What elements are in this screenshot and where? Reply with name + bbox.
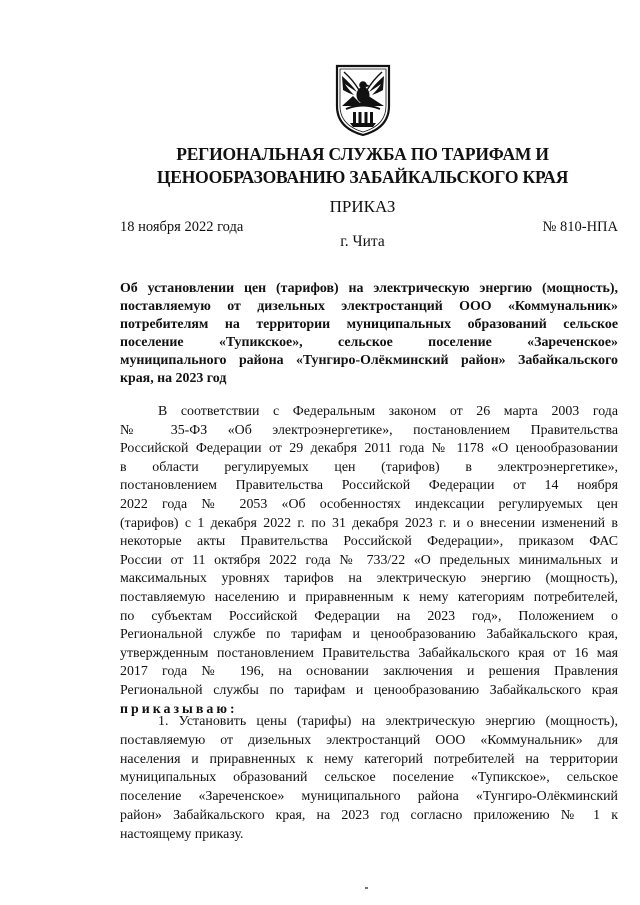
paragraph-line: Российской Федерации от 29 декабря 2011 года № 1178 «О ценообразовании xyxy=(120,441,618,457)
document-date: 18 ноября 2022 года xyxy=(120,219,244,235)
agency-name-line-2: ЦЕНООБРАЗОВАНИЮ ЗАБАЙКАЛЬСКОГО КРАЯ xyxy=(156,167,569,187)
paragraph-line: муниципальных образований сельское поселение «Тупикское», сельское xyxy=(120,770,618,786)
paragraph-line: 1. Установить цены (тарифы) на электрическую энергию (мощность), xyxy=(158,714,618,729)
subject-line: муниципального района «Тунгиро-Олёкминский район» Забайкальского xyxy=(120,353,618,368)
point-1-paragraph xyxy=(120,713,618,845)
document-subject xyxy=(120,280,618,388)
paragraph-line: район» Забайкальского края, на 2023 год согласно приложению № 1 к xyxy=(120,807,618,823)
subject-line: края, на 2023 год xyxy=(120,371,227,386)
subject-line: поселение «Тупикское», сельское поселение «Зареченское» xyxy=(120,335,618,350)
paragraph-line: некоторые акты Правительства Российской Федерации», приказом ФАС xyxy=(120,534,618,550)
paragraph-line: утвержденным постановлением Правительства Забайкальского края от 16 мая xyxy=(120,645,618,661)
subject-line: поставляемую от дизельных электростанций ООО «Коммунальник» xyxy=(120,299,618,314)
document-number: № 810-НПА xyxy=(542,219,618,235)
agency-name xyxy=(100,143,625,189)
preamble-paragraph xyxy=(120,403,618,719)
paragraph-line: максимальных уровнях тарифов на электрическую энергию (мощность), xyxy=(120,571,618,587)
subject-line: Об установлении цен (тарифов) на электрическую энергию (мощность), xyxy=(120,281,618,296)
zabaykalsky-coat-of-arms-icon xyxy=(333,62,393,138)
document-city: г. Чита xyxy=(340,233,385,250)
document-type: ПРИКАЗ xyxy=(329,197,396,216)
paragraph-line: 2022 года № 2053 «Об особенностях индексации регулируемых цен xyxy=(120,496,618,512)
paragraph-line: Региональной службе по тарифам и ценообразованию Забайкальского края, xyxy=(120,627,618,643)
subject-line: потребителям на территории муниципальных образований сельское xyxy=(120,317,618,332)
paragraph-line: (тарифов) с 1 декабря 2022 г. по 31 декабря 2023 г. и о внесении изменений в xyxy=(120,515,618,531)
paragraph-line: по субъектам Российской Федерации на 2023 год», Положением о xyxy=(120,608,618,624)
paragraph-line: настоящему приказу. xyxy=(120,826,244,842)
paragraph-line: 2017 года № 196, на основании заключения и решения Правления xyxy=(120,664,618,680)
paragraph-line: населения и приравненных к нему категорий потребителей на территории xyxy=(120,751,618,767)
scan-dot xyxy=(365,887,368,889)
agency-name-line-1: РЕГИОНАЛЬНАЯ СЛУЖБА ПО ТАРИФАМ И xyxy=(176,144,549,164)
paragraph-line: России от 11 октября 2022 года № 733/22 «О предельных минимальных и xyxy=(120,552,618,568)
paragraph-line: поставляемую населению и приравненным к нему категориям потребителей, xyxy=(120,589,618,605)
paragraph-line: поселение «Зареченское» муниципального района «Тунгиро-Олёкминский xyxy=(120,789,618,805)
paragraph-line: Региональной службы по тарифам и ценообразованию Забайкальского края xyxy=(120,682,618,698)
paragraph-line: постановлением Правительства Российской Федерации от 14 ноября xyxy=(120,478,618,494)
paragraph-line: в области регулируемых цен (тарифов) в электроэнергетике», xyxy=(120,459,618,475)
paragraph-line: поставляемую от дизельных электростанций ООО «Коммунальник» для xyxy=(120,732,618,748)
order-word: приказываю: xyxy=(120,701,238,717)
paragraph-line: В соответствии с Федеральным законом от 26 марта 2003 года xyxy=(158,404,618,419)
paragraph-line: № 35-ФЗ «Об электроэнергетике», постановлением Правительства xyxy=(120,422,618,438)
